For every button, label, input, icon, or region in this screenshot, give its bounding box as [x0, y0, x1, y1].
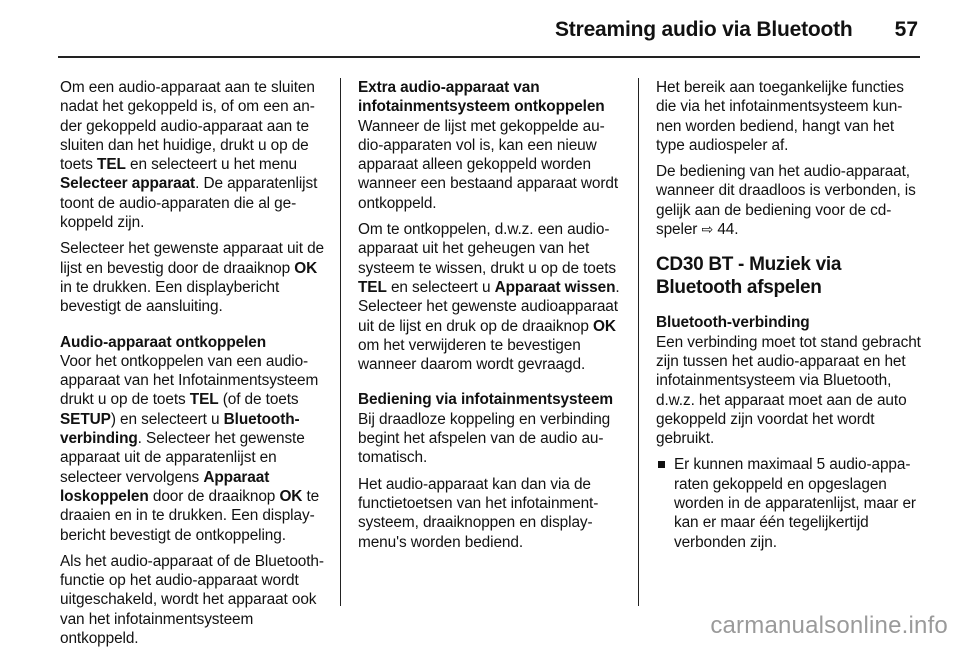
page-title: Streaming audio via Bluetooth	[555, 18, 853, 41]
menu-bluetooth-connection: Bluetooth-verbinding	[60, 410, 300, 448]
watermark: carmanualsonline.info	[710, 612, 948, 639]
paragraph-bluetooth-off: Als het audio-apparaat of de Bluetooth-functie op het audio-apparaat wordt uitgeschakeld, wordt het apparaat ook van het infotainmentsysteem ontkoppeld.	[60, 552, 324, 648]
key-setup: SETUP	[60, 410, 111, 428]
column-divider-1	[340, 78, 341, 606]
section-disconnect: Audio-apparaat ontkoppelen Voor het ontkoppelen van een audio-apparaat van het Infotainmentsysteem drukt u op de toets TEL (of de toets SETUP) en selecteert u Bluetooth-verbinding. Selecteer het gewenste apparaat uit de apparatenlijst en selecteer vervolgens Apparaat loskoppelen door de draaiknop OK te draaien en in te drukken. Een displaybericht bevestigt de ontkoppeling.	[60, 333, 324, 545]
key-tel: TEL	[189, 391, 219, 409]
paragraph-confirm: Selecteer het gewenste apparaat uit de lijst en bevestig door de draaiknop OK in te drukken. Een displaybericht bevestigt de aansluiting.	[60, 240, 325, 316]
subheading-disconnect: Audio-apparaat ontkoppelen	[60, 333, 267, 351]
paragraph-cd-reference: De bediening van het audio-apparaat, wanneer dit draadloos is verbonden, is gelijk aan de bediening voor de cd-speler ⇨ 44.	[656, 163, 916, 239]
key-ok: OK	[294, 259, 318, 277]
header-rule	[58, 56, 920, 58]
key-ok: OK	[593, 317, 616, 335]
key-ok: OK	[279, 487, 303, 505]
subheading-bluetooth-connection: Bluetooth-verbinding	[656, 314, 810, 332]
key-tel: TEL	[358, 278, 387, 296]
page-reference-arrow-icon: ⇨	[701, 221, 714, 238]
section-heading-cd30: CD30 BT - Muziek via Bluetooth afspelen	[656, 254, 842, 299]
paragraph-wipe: Om te ontkoppelen, d.w.z. een audio-apparaat uit het geheugen van het systeem te wissen, drukt u op de toets TEL en selecteert u Apparaat wissen. Selecteer het gewenste audioapparaat uit de lijst en druk op de draaiknop OK om het verwijderen te bevestigen wanneer daarom wordt gevraagd.	[358, 221, 620, 374]
menu-select-device: Selecteer apparaat	[60, 175, 196, 193]
list-item: Er kunnen maximaal 5 audio-apparaten gekoppeld en opgeslagen worden in de apparatenlijst, maar er kan er maar één tegelijkertijd verbonden zijn.	[656, 455, 922, 551]
page-reference[interactable]: 44.	[713, 221, 739, 239]
key-tel: TEL	[97, 156, 126, 174]
menu-wipe-device: Apparaat wissen	[494, 278, 616, 296]
bullet-square-icon	[658, 461, 665, 468]
subheading-operation: Bediening via infotainmentsysteem	[358, 391, 613, 409]
menu-disconnect-device: Apparaat loskoppelen	[60, 468, 270, 505]
paragraph-functions: Het bereik aan toegankelijke functies die via het infotainmentsysteem kunnen worden bediend, hangt van het type audiospeler af.	[656, 79, 904, 154]
section-bluetooth-connection: Bluetooth-verbinding Een verbinding moet tot stand gebracht zijn tussen het audio-apparaat en het infotainmentsysteem via Bluetooth, d.w.z. het apparaat moet aan de auto gekoppeld zijn voordat het wordt gebruikt.	[656, 314, 921, 448]
column-divider-2	[638, 78, 639, 606]
section-remove-device: Extra audio-apparaat van infotainmentsysteem ontkoppelen Wanneer de lijst met gekoppelde audio-apparaten vol is, kan een nieuw apparaat alleen gekoppeld worden wanneer een bestaand apparaat wordt ontkoppeld.	[358, 78, 622, 213]
column-3	[656, 78, 922, 559]
column-2	[358, 78, 622, 559]
paragraph-connect: Om een audio-apparaat aan te sluiten nadat het gekoppeld is, of om een ander gekoppeld audio-apparaat aan te sluiten dan het huidige, drukt u op de toets TEL en selecteert u het menu Selecteer apparaat. De apparatenlijst toont de audio-apparaten die al gekoppeld zijn.	[60, 79, 318, 232]
subheading-remove-device: Extra audio-apparaat van infotainmentsysteem ontkoppelen	[358, 79, 605, 116]
section-operation: Bediening via infotainmentsysteem Bij draadloze koppeling en verbinding begint het afspelen van de audio automatisch.	[358, 390, 622, 467]
column-1	[60, 78, 324, 655]
paragraph-controls: Het audio-apparaat kan dan via de functietoetsen van het infotainmentsysteem, draaiknoppen en displaymenu's worden bediend.	[358, 475, 599, 551]
page-number: 57	[894, 18, 918, 41]
